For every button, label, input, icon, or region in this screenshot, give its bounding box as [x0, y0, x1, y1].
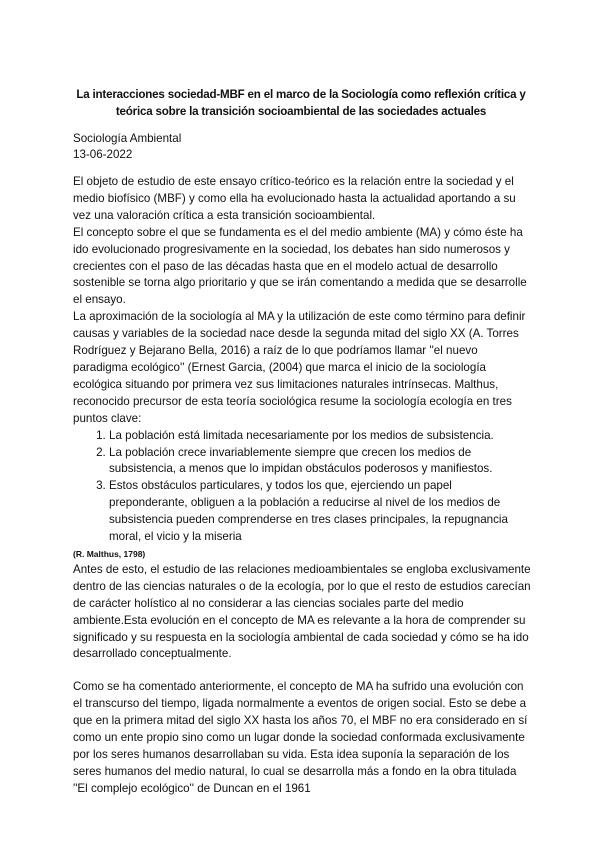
document-body: [73, 174, 531, 798]
list-item: 3. Estos obstáculos particulares, y todos los que, ejerciendo un papel preponderante, obliguen a la población a reducirse al nivel de los medios de subsistencia pueden comprenderse en tres clases principales, la repugnancia moral, el vicio y la miseria: [109, 478, 531, 546]
paragraph-evolution: Como se ha comentado anteriormente, el concepto de MA ha sufrido una evolución con el transcurso del tiempo, ligada normalmente a eventos de origen social. Esto se debe a que en la primera mitad del siglo XX hasta los años 70, el MBF no era considerado en sí como un ente propio sino como un lugar donde la sociedad conformada exclusivamente por los seres humanos desarrollaban su vida. Esta idea suponía la separación de los seres humanos del medio natural, lo cual se desarrolla más a fondo en la obra titulada ''El complejo ecológico'' de Duncan en el 1961: [73, 680, 528, 795]
paragraph-concept: El concepto sobre el que se fundamenta es el del medio ambiente (MA) y cómo éste ha ido evolucionado progresivamente en la sociedad, los debates han sido numerosos y crecientes con el paso de las décadas hasta que en el modelo actual de desarrollo sostenible se torna algo prioritario y que se irán comentando a medida que se desarrolle el ensayo.: [73, 225, 527, 307]
malthus-list: [73, 428, 531, 546]
list-item: 2. La población crece invariablemente siempre que crecen los medios de subsistencia, a menos que lo impidan obstáculos poderosos y manifiestos.: [109, 445, 531, 479]
paragraph-intro: El objeto de estudio de este ensayo crítico-teórico es la relación entre la sociedad y el medio biofísico (MBF) y como ella ha evolucionado hasta la actualidad aportando a su vez una valoración crítica a esta transición socioambiental.: [73, 175, 516, 222]
date-label: 13-06-2022: [73, 148, 133, 161]
paragraph-gap: [73, 663, 531, 679]
document-title: La interacciones sociedad-MBF en el marco de la Sociología como reflexión crítica y teórica sobre la transición socioambiental de las sociedades actuales: [76, 88, 526, 118]
subject-label: Sociología Ambiental: [73, 132, 182, 145]
list-item: 1. La población está limitada necesariamente por los medios de subsistencia.: [109, 428, 531, 445]
paragraph-before: Antes de esto, el estudio de las relaciones medioambientales se engloba exclusivamente dentro de las ciencias naturales o de la ecología, por lo que el resto de estudios carecían de carácter holístico al no considerar a las ciencias sociales parte del medio ambiente.Esta evolución en el concepto de MA es relevante a la hora de comprender su significado y su respuesta en la sociología ambiental de cada sociedad y cómo se ha ido desarrollado conceptualmente.: [73, 562, 531, 661]
paragraph-approach: La aproximación de la sociología al MA y la utilización de este como término para definir causas y variables de la sociedad nace desde la segunda mitad del siglo XX (A. Torres Rodríguez y Bejarano Bella, 2016) a raíz de lo que podríamos llamar ''el nuevo paradigma ecológico'' (Ernest Garcia, (2004) que marca el inicio de la sociología ecológica situando por primera vez sus limitaciones naturales intrínsecas. Malthus, reconocido precursor de esta teoría sociológica resume la sociología ecología en tres puntos clave:: [73, 310, 526, 425]
citation: (R. Malthus, 1798): [73, 548, 146, 559]
